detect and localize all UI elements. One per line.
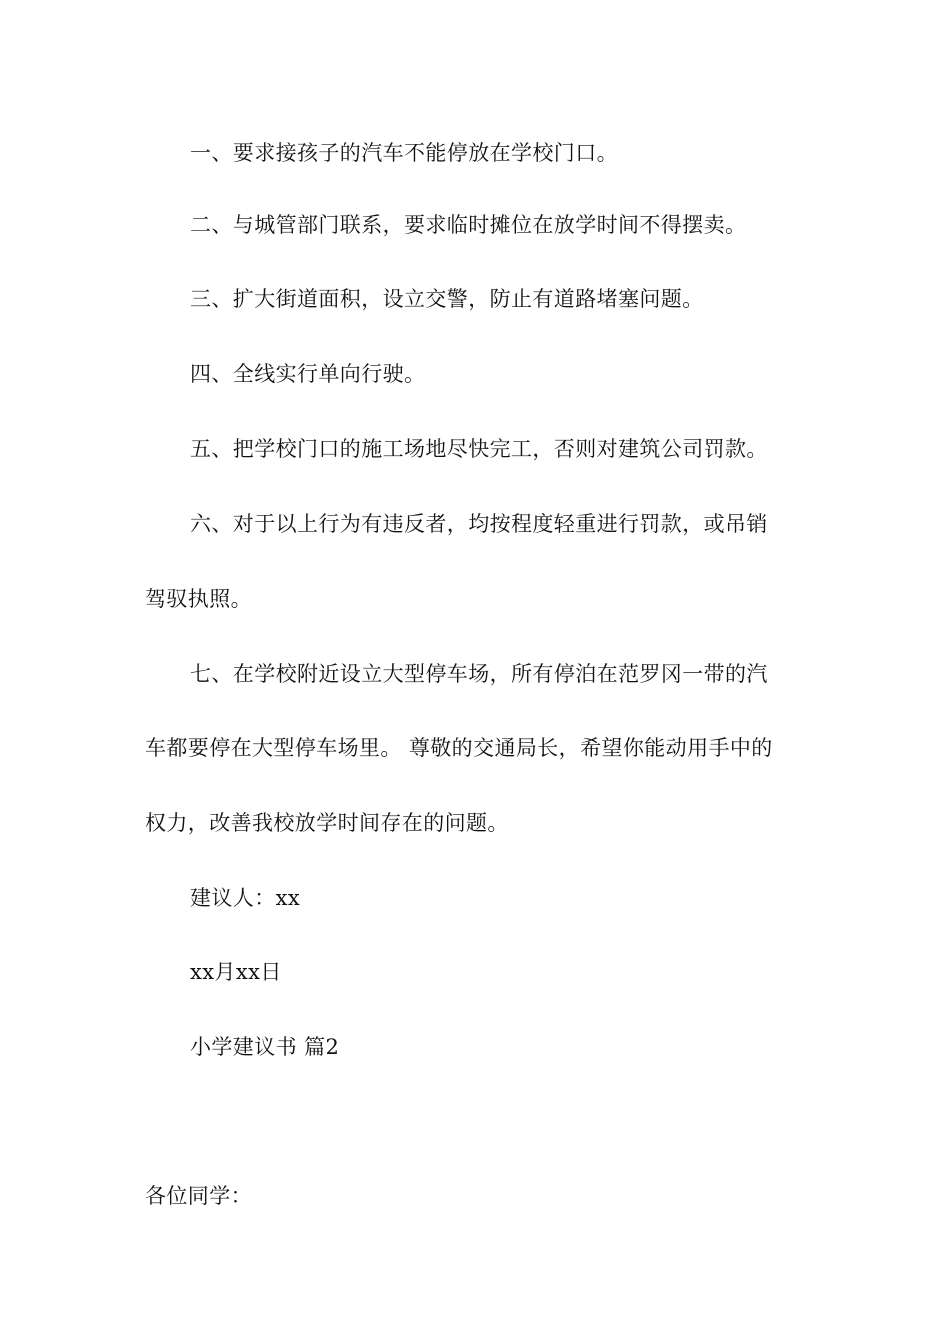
proposal-item-1: 一、要求接孩子的汽车不能停放在学校门口。	[190, 141, 618, 165]
signature-proposer: 建议人：xx	[190, 886, 301, 910]
proposal-item-6: 六、对于以上行为有违反者，均按程度轻重进行罚款，或吊销	[190, 512, 768, 536]
proposal-item-5: 五、把学校门口的施工场地尽快完工，否则对建筑公司罚款。	[190, 437, 768, 461]
proposal-item-3: 三、扩大街道面积，设立交警，防止有道路堵塞问题。	[190, 287, 704, 311]
proposal-item-7: 七、在学校附近设立大型停车场，所有停泊在范罗冈一带的汽	[190, 662, 768, 686]
signature-date: xx月xx日	[190, 960, 282, 984]
section-title: 小学建议书 篇2	[190, 1035, 340, 1059]
proposal-item-2: 二、与城管部门联系，要求临时摊位在放学时间不得摆卖。	[190, 213, 747, 237]
proposal-item-4: 四、全线实行单向行驶。	[190, 362, 426, 386]
proposal-item-6-continued: 驾驭执照。	[145, 587, 252, 611]
closing-paragraph-end: 权力，改善我校放学时间存在的问题。	[145, 811, 509, 835]
salutation: 各位同学：	[145, 1184, 252, 1208]
proposal-item-7-continued: 车都要停在大型停车场里。 尊敬的交通局长，希望你能动用手中的	[145, 736, 773, 760]
